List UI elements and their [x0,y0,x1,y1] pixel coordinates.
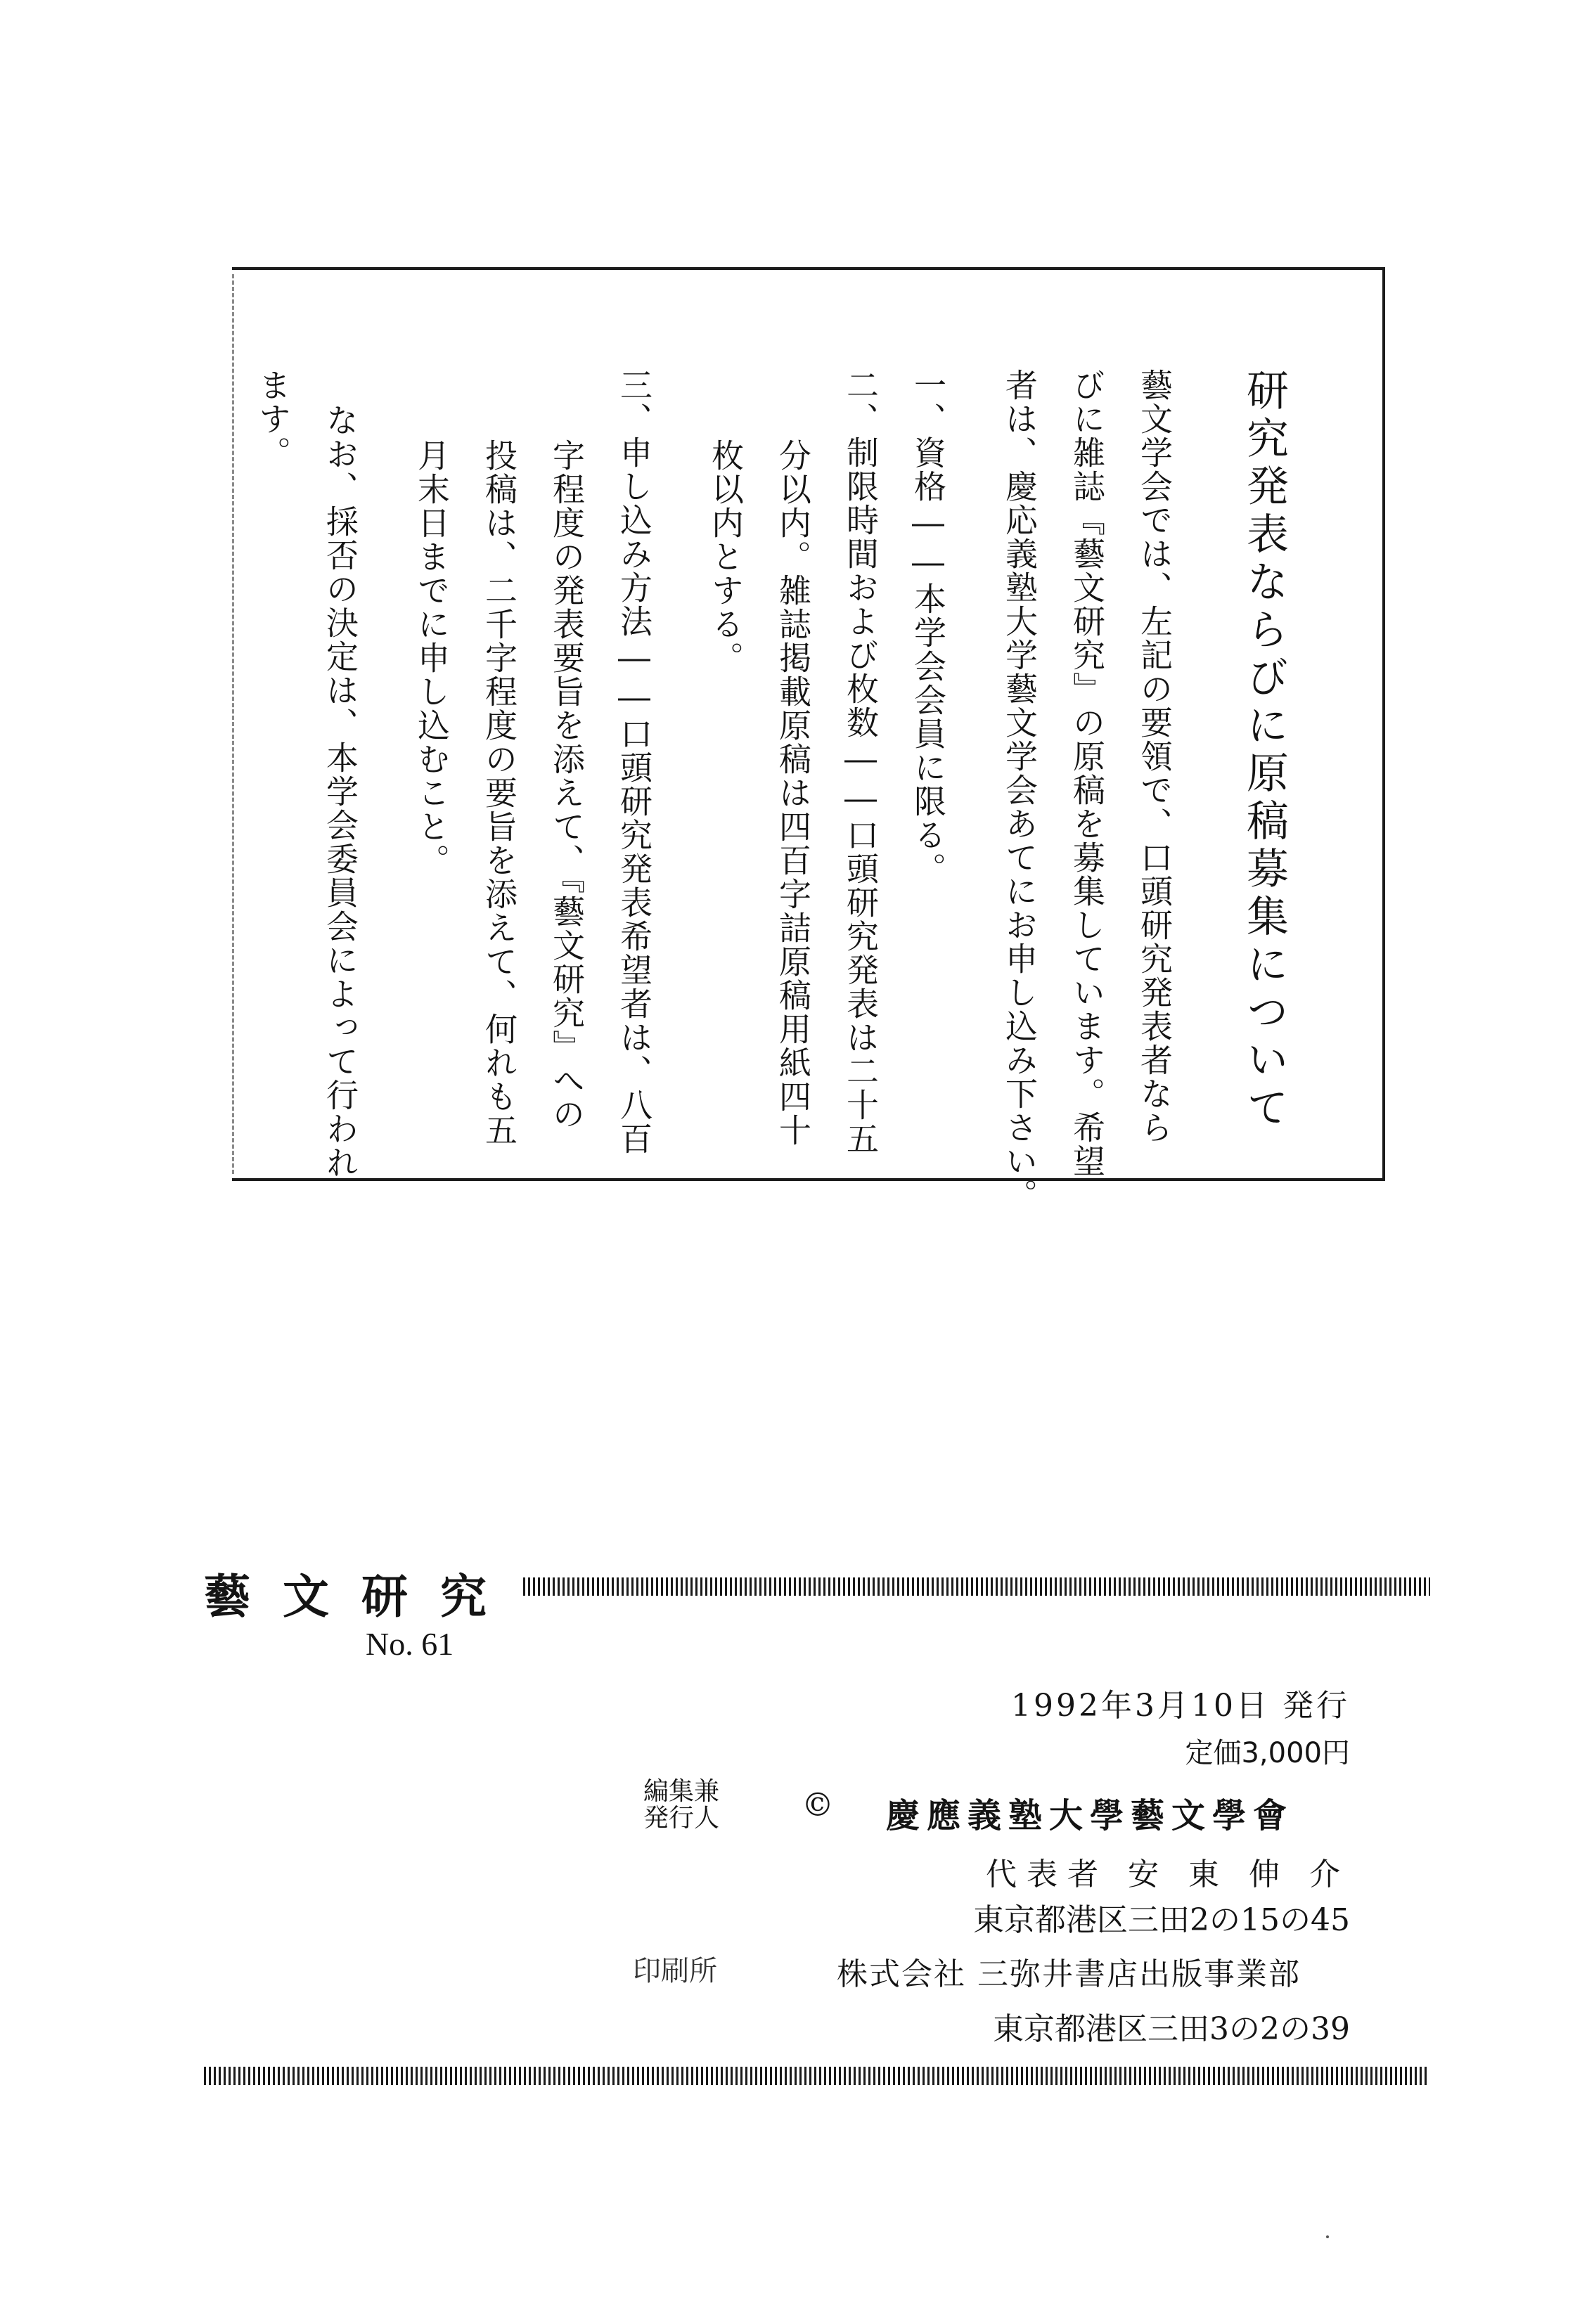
hatched-rule-top [523,1577,1430,1596]
notice-item-limits-line-3: 枚以内とする。 [707,439,745,675]
price: 定価3,000円 [1185,1737,1350,1769]
notice-item-limits-line-1: 二、制限時間および枚数――口頭研究発表は二十五 [842,368,880,1156]
hatched-rule-bottom [204,2067,1429,2085]
journal-title-char-4: 究 [440,1570,487,1624]
journal-title [204,1559,519,1626]
notice-body-line-1: 藝文学会では、左記の要領で、口頭研究発表者なら [1136,368,1174,1144]
notice-title: 研究発表ならびに原稿募集について [1240,368,1289,1133]
notice-body-line-3: 者は、慶応義塾大学藝文学会あてにお申し込み下さい。 [1001,368,1039,1212]
editor-label-line-1: 編集兼 [643,1777,720,1806]
notice-note-line-2: ます。 [254,368,292,470]
notice-item-method-line-2: 字程度の発表要旨を添えて、『藝文研究』への [548,439,586,1131]
editor-label-line-2: 発行人 [643,1804,720,1833]
notice-item-qualification: 一、資格――本学会会員に限る。 [909,368,947,886]
journal-title-char-2: 文 [283,1570,329,1624]
print-speck [1326,2235,1329,2238]
notice-note-line-1: なお、採否の決定は、本学会委員会によって行われ [321,404,359,1180]
printer-name: 株式会社 三弥井書店出版事業部 [837,1956,1301,1992]
printer-address: 東京都港区三田3の2の39 [993,2011,1350,2047]
publisher-name: 慶應義塾大學藝文學會 [886,1796,1294,1835]
copyright-icon: © [802,1786,834,1823]
issue-number: No. 61 [366,1626,454,1662]
publisher-address: 東京都港区三田2の15の45 [973,1902,1350,1938]
editor-publisher-label [643,1778,719,1832]
call-for-papers-box [232,267,1385,1212]
representative: 代表者 安 東 伸 介 [986,1857,1350,1892]
journal-title-char-1: 藝 [204,1570,250,1624]
notice-columns [239,368,1298,1212]
notice-item-method-line-1: 三、申し込み方法――口頭研究発表希望者は、八百 [615,368,653,1156]
notice-item-limits-line-2: 分以内。雑誌掲載原稿は四百字詰原稿用紙四十 [774,439,812,1147]
journal-title-char-3: 研 [361,1570,408,1624]
issue-date: 1992年3月10日 発行 [1011,1688,1350,1724]
box-left-dashed-rule [232,274,234,1174]
printer-label: 印刷所 [633,1955,717,1987]
notice-item-method-line-4: 月末日までに申し込むこと。 [413,439,451,877]
notice-body-line-2: びに雑誌『藝文研究』の原稿を募集しています。希望 [1068,368,1106,1178]
notice-item-method-line-3: 投稿は、二千字程度の要旨を添えて、何れも五 [480,439,518,1147]
